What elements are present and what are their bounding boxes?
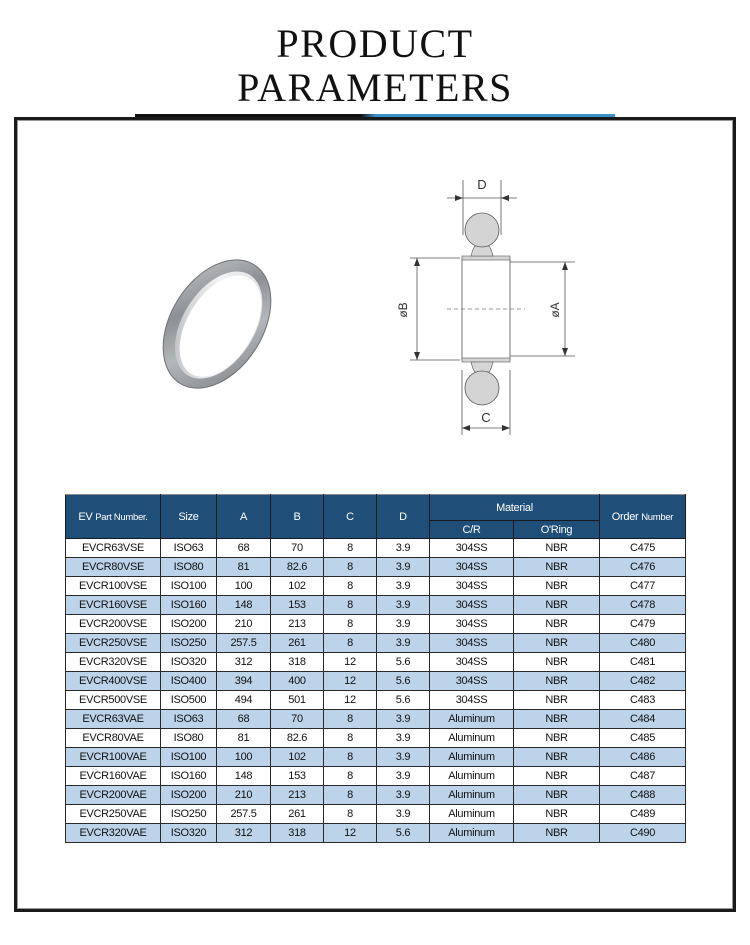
cell-size: ISO250	[161, 805, 217, 824]
cell-d: 3.9	[377, 634, 430, 653]
cell-order-number: C488	[600, 786, 686, 805]
table-row	[66, 710, 686, 729]
cell-d: 3.9	[377, 805, 430, 824]
cell-a: 494	[217, 691, 271, 710]
cell-size: ISO200	[161, 615, 217, 634]
cell-oring: NBR	[514, 653, 600, 672]
cell-c: 12	[324, 691, 377, 710]
table-row	[66, 539, 686, 558]
cell-part-number: EVCR63VAE	[66, 710, 161, 729]
cell-a: 68	[217, 710, 271, 729]
cell-part-number: EVCR80VSE	[66, 558, 161, 577]
cell-part-number: EVCR160VAE	[66, 767, 161, 786]
header-b: B	[271, 495, 324, 539]
cell-cr: Aluminum	[430, 824, 514, 843]
cell-cr: Aluminum	[430, 805, 514, 824]
cell-c: 8	[324, 748, 377, 767]
cell-c: 8	[324, 596, 377, 615]
label-a: øA	[548, 302, 562, 318]
header-cr: C/R	[430, 521, 514, 539]
dimension-diagram	[385, 170, 595, 440]
cell-c: 8	[324, 767, 377, 786]
cell-order-number: C476	[600, 558, 686, 577]
cell-b: 400	[271, 672, 324, 691]
cell-d: 3.9	[377, 729, 430, 748]
cell-size: ISO500	[161, 691, 217, 710]
cell-d: 3.9	[377, 748, 430, 767]
cell-size: ISO160	[161, 596, 217, 615]
cell-b: 70	[271, 539, 324, 558]
table-row	[66, 558, 686, 577]
cell-part-number: EVCR250VSE	[66, 634, 161, 653]
label-b: øB	[396, 302, 410, 318]
header-part-number: EV Part Number.	[66, 495, 161, 539]
cell-part-number: EVCR500VSE	[66, 691, 161, 710]
cell-part-number: EVCR400VSE	[66, 672, 161, 691]
table-row	[66, 672, 686, 691]
cell-oring: NBR	[514, 786, 600, 805]
cell-d: 3.9	[377, 615, 430, 634]
cell-order-number: C475	[600, 539, 686, 558]
header-size: Size	[161, 495, 217, 539]
cell-b: 213	[271, 615, 324, 634]
table-row	[66, 729, 686, 748]
table-row	[66, 805, 686, 824]
cell-order-number: C486	[600, 748, 686, 767]
cell-size: ISO250	[161, 634, 217, 653]
cell-d: 3.9	[377, 710, 430, 729]
cell-c: 8	[324, 634, 377, 653]
cell-b: 70	[271, 710, 324, 729]
cell-size: ISO80	[161, 558, 217, 577]
cell-b: 102	[271, 748, 324, 767]
cell-d: 3.9	[377, 539, 430, 558]
cell-d: 5.6	[377, 653, 430, 672]
cell-c: 8	[324, 729, 377, 748]
cell-cr: 304SS	[430, 672, 514, 691]
table-row	[66, 786, 686, 805]
cell-part-number: EVCR320VSE	[66, 653, 161, 672]
cell-cr: Aluminum	[430, 729, 514, 748]
cell-cr: 304SS	[430, 615, 514, 634]
cell-c: 8	[324, 558, 377, 577]
cell-a: 210	[217, 615, 271, 634]
cell-part-number: EVCR250VAE	[66, 805, 161, 824]
cell-oring: NBR	[514, 824, 600, 843]
cell-oring: NBR	[514, 748, 600, 767]
cell-order-number: C485	[600, 729, 686, 748]
cell-part-number: EVCR63VSE	[66, 539, 161, 558]
cell-b: 261	[271, 805, 324, 824]
label-d: D	[477, 177, 487, 192]
cell-b: 82.6	[271, 558, 324, 577]
header-order-number: Order Number	[600, 495, 686, 539]
cell-order-number: C490	[600, 824, 686, 843]
cell-order-number: C477	[600, 577, 686, 596]
cell-cr: Aluminum	[430, 710, 514, 729]
cell-oring: NBR	[514, 596, 600, 615]
cell-b: 261	[271, 634, 324, 653]
cell-b: 318	[271, 653, 324, 672]
cell-a: 210	[217, 786, 271, 805]
cell-part-number: EVCR100VAE	[66, 748, 161, 767]
header-d: D	[377, 495, 430, 539]
cell-a: 257.5	[217, 634, 271, 653]
cell-order-number: C483	[600, 691, 686, 710]
cell-c: 8	[324, 805, 377, 824]
cell-d: 3.9	[377, 577, 430, 596]
cell-d: 5.6	[377, 672, 430, 691]
cell-cr: 304SS	[430, 577, 514, 596]
cell-cr: 304SS	[430, 634, 514, 653]
cell-part-number: EVCR160VSE	[66, 596, 161, 615]
cell-oring: NBR	[514, 729, 600, 748]
cell-a: 68	[217, 539, 271, 558]
cell-a: 81	[217, 729, 271, 748]
cell-part-number: EVCR200VAE	[66, 786, 161, 805]
table-row	[66, 596, 686, 615]
cell-size: ISO80	[161, 729, 217, 748]
table-row	[66, 615, 686, 634]
header-oring: O'Ring	[514, 521, 600, 539]
cell-order-number: C484	[600, 710, 686, 729]
cell-part-number: EVCR320VAE	[66, 824, 161, 843]
cell-cr: Aluminum	[430, 786, 514, 805]
cell-oring: NBR	[514, 767, 600, 786]
cell-b: 102	[271, 577, 324, 596]
cell-a: 148	[217, 596, 271, 615]
cell-order-number: C479	[600, 615, 686, 634]
cell-b: 318	[271, 824, 324, 843]
header-material: Material	[430, 495, 600, 521]
cell-d: 5.6	[377, 824, 430, 843]
cell-oring: NBR	[514, 710, 600, 729]
cell-c: 12	[324, 672, 377, 691]
cell-oring: NBR	[514, 672, 600, 691]
cell-oring: NBR	[514, 539, 600, 558]
header-a: A	[217, 495, 271, 539]
cell-part-number: EVCR200VSE	[66, 615, 161, 634]
cell-a: 257.5	[217, 805, 271, 824]
cell-order-number: C489	[600, 805, 686, 824]
cell-a: 312	[217, 824, 271, 843]
cell-oring: NBR	[514, 615, 600, 634]
centering-ring-image	[142, 242, 292, 407]
cell-order-number: C480	[600, 634, 686, 653]
cell-b: 153	[271, 596, 324, 615]
label-c: C	[481, 410, 491, 425]
cell-a: 100	[217, 577, 271, 596]
cell-a: 312	[217, 653, 271, 672]
cell-cr: Aluminum	[430, 748, 514, 767]
header-c: C	[324, 495, 377, 539]
cell-cr: 304SS	[430, 691, 514, 710]
cell-a: 394	[217, 672, 271, 691]
cell-size: ISO100	[161, 577, 217, 596]
table-row	[66, 691, 686, 710]
cell-cr: 304SS	[430, 653, 514, 672]
cell-oring: NBR	[514, 634, 600, 653]
cell-oring: NBR	[514, 691, 600, 710]
table-row	[66, 824, 686, 843]
table-row	[66, 653, 686, 672]
cell-a: 148	[217, 767, 271, 786]
cell-cr: 304SS	[430, 596, 514, 615]
cell-d: 5.6	[377, 691, 430, 710]
parameters-table	[65, 494, 686, 843]
cell-c: 8	[324, 786, 377, 805]
cell-cr: 304SS	[430, 539, 514, 558]
cell-c: 8	[324, 615, 377, 634]
cell-cr: 304SS	[430, 558, 514, 577]
table-row	[66, 767, 686, 786]
cell-size: ISO100	[161, 748, 217, 767]
cell-order-number: C482	[600, 672, 686, 691]
cell-c: 12	[324, 653, 377, 672]
cell-size: ISO63	[161, 710, 217, 729]
page-title: PRODUCT PARAMETERS	[237, 21, 513, 110]
cell-size: ISO160	[161, 767, 217, 786]
cell-part-number: EVCR80VAE	[66, 729, 161, 748]
table-row	[66, 748, 686, 767]
cell-size: ISO200	[161, 786, 217, 805]
cell-size: ISO63	[161, 539, 217, 558]
cell-part-number: EVCR100VSE	[66, 577, 161, 596]
cell-b: 501	[271, 691, 324, 710]
cell-order-number: C487	[600, 767, 686, 786]
cell-d: 3.9	[377, 558, 430, 577]
cell-order-number: C481	[600, 653, 686, 672]
cell-c: 8	[324, 539, 377, 558]
cell-oring: NBR	[514, 577, 600, 596]
cell-size: ISO400	[161, 672, 217, 691]
cell-d: 3.9	[377, 596, 430, 615]
cell-c: 12	[324, 824, 377, 843]
cell-c: 8	[324, 577, 377, 596]
table-body	[66, 539, 686, 843]
cell-cr: Aluminum	[430, 767, 514, 786]
table-row	[66, 577, 686, 596]
cell-oring: NBR	[514, 558, 600, 577]
cell-oring: NBR	[514, 805, 600, 824]
cell-b: 82.6	[271, 729, 324, 748]
cell-a: 100	[217, 748, 271, 767]
cell-b: 153	[271, 767, 324, 786]
cell-size: ISO320	[161, 824, 217, 843]
cell-c: 8	[324, 710, 377, 729]
cell-b: 213	[271, 786, 324, 805]
table-row	[66, 634, 686, 653]
cell-a: 81	[217, 558, 271, 577]
cell-d: 3.9	[377, 767, 430, 786]
cell-d: 3.9	[377, 786, 430, 805]
cell-order-number: C478	[600, 596, 686, 615]
cell-size: ISO320	[161, 653, 217, 672]
page-header	[135, 22, 615, 120]
